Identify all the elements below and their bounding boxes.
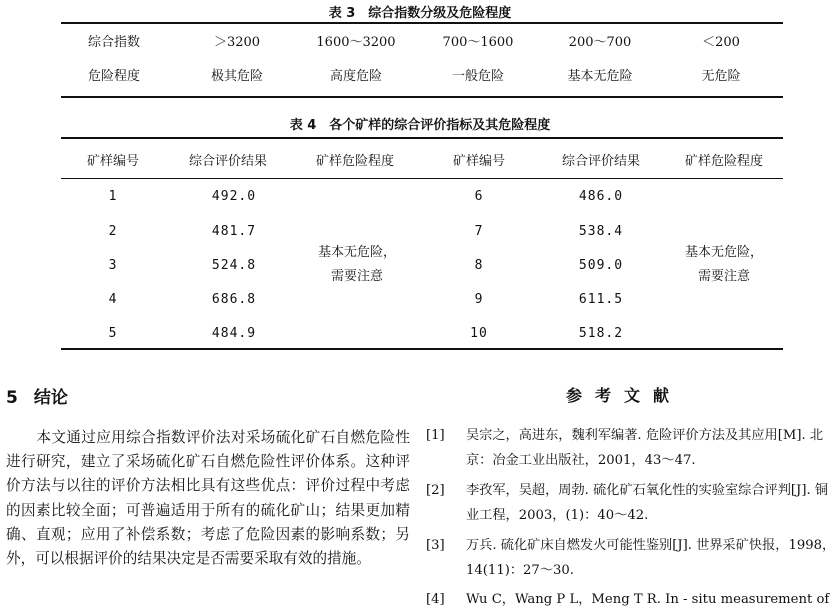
references-title: 参考文献 (566, 386, 683, 405)
table3-cell: 高度危险 (329, 69, 383, 84)
section-number: 5 (6, 388, 18, 408)
reference-index: [2] (426, 483, 445, 498)
sample-id: 10 (470, 326, 488, 341)
sample-id: 7 (474, 224, 484, 239)
sample-result: 486.0 (578, 189, 624, 204)
table3-top-rule (61, 22, 783, 24)
table4-header: 矿样危险程度 (315, 154, 395, 169)
sample-risk-line: 需要注意 (330, 269, 384, 284)
sample-id: 6 (474, 189, 484, 204)
conclusion-text: 本文通过应用综合指数评价法对采场硫化矿石自燃危险性进行研究，建立了采场硫化矿石自燃危险性评价体系。这种评价方法与以往的评价方法相比具有这些优点：评价过程中考虑的因素比较全面；可普遍适用于所有的硫化矿山；结果更加精确、直观；应用了补偿系数；考虑了危险因素的影响系数；另外，可以根据评价的结果决定是否需要采取有效的措施。 (6, 429, 410, 568)
sample-risk-line: 基本无危险， (317, 245, 397, 260)
table4-header: 矿样编号 (452, 154, 506, 169)
table4-caption: 表 4 各个矿样的综合评价指标及其危险程度 (289, 118, 551, 133)
sample-id: 1 (108, 189, 118, 204)
table3-cell: 无危险 (701, 69, 741, 84)
sample-id: 3 (108, 258, 118, 273)
table3-row-index (61, 28, 783, 58)
sample-risk-line: 基本无危险， (684, 245, 764, 260)
sample-result: 611.5 (578, 292, 624, 307)
reference-text: 李孜军，吴超，周勃. 硫化矿石氧化性的实验室综合评判[J]. 铜业工程，2003，(1)：40～42. (466, 483, 829, 523)
reference-index: [3] (426, 538, 445, 553)
table3-cell: 700～1600 (442, 35, 514, 50)
sample-id: 9 (474, 292, 484, 307)
table3-cell: 基本无危险 (567, 69, 633, 84)
sample-risk-merged (685, 241, 763, 289)
sample-result: 686.8 (211, 292, 257, 307)
sample-risk-merged (318, 241, 396, 289)
reference-text: 万兵. 硫化矿床自燃发火可能性鉴别[J]. 世界采矿快报，1998，14(11)：27～30. (466, 538, 836, 578)
table4-top-rule (61, 137, 783, 139)
reference-text: Wu C，Wang P L，Meng T R. In - situ measurement of (466, 592, 830, 607)
table3-cell: 极其危险 (210, 69, 264, 84)
table4-header: 矿样危险程度 (684, 154, 764, 169)
sample-result: 484.9 (211, 326, 257, 341)
section-title: 结论 (33, 388, 68, 408)
table3-cell: 1600～3200 (316, 35, 396, 50)
sample-id: 5 (108, 326, 118, 341)
table4-header: 综合评价结果 (561, 154, 641, 169)
sample-result: 518.2 (578, 326, 624, 341)
table4-header: 综合评价结果 (188, 154, 268, 169)
table4-header-rule (61, 178, 783, 179)
table3-row-header: 危险程度 (87, 69, 141, 84)
table3-cell: 一般危险 (451, 69, 505, 84)
section-heading (6, 383, 68, 408)
table3-cell: ＞3200 (213, 35, 261, 50)
conclusion-paragraph (6, 426, 410, 571)
sample-id: 8 (474, 258, 484, 273)
sample-result: 524.8 (211, 258, 257, 273)
table4-header: 矿样编号 (86, 154, 140, 169)
table3-row-header: 综合指数 (87, 35, 141, 50)
table3-bottom-rule (61, 96, 783, 98)
sample-result: 509.0 (578, 258, 624, 273)
table4-bottom-rule (61, 348, 783, 350)
table3-cell: 200～700 (568, 35, 632, 50)
reference-text: 吴宗之，高进东，魏利军编著. 危险评价方法及其应用[M]. 北京：冶金工业出版社，2001，43～47. (466, 428, 824, 468)
table3-cell: ＜200 (702, 35, 740, 50)
table3-row-risk (61, 62, 783, 92)
sample-result: 492.0 (211, 189, 257, 204)
reference-index: [1] (426, 428, 445, 443)
reference-index: [4] (426, 592, 445, 607)
sample-result: 481.7 (211, 224, 257, 239)
sample-id: 2 (108, 224, 118, 239)
sample-result: 538.4 (578, 224, 624, 239)
sample-risk-line: 需要注意 (697, 269, 751, 284)
sample-id: 4 (108, 292, 118, 307)
table3-caption: 表 3 综合指数分级及危险程度 (328, 6, 512, 21)
